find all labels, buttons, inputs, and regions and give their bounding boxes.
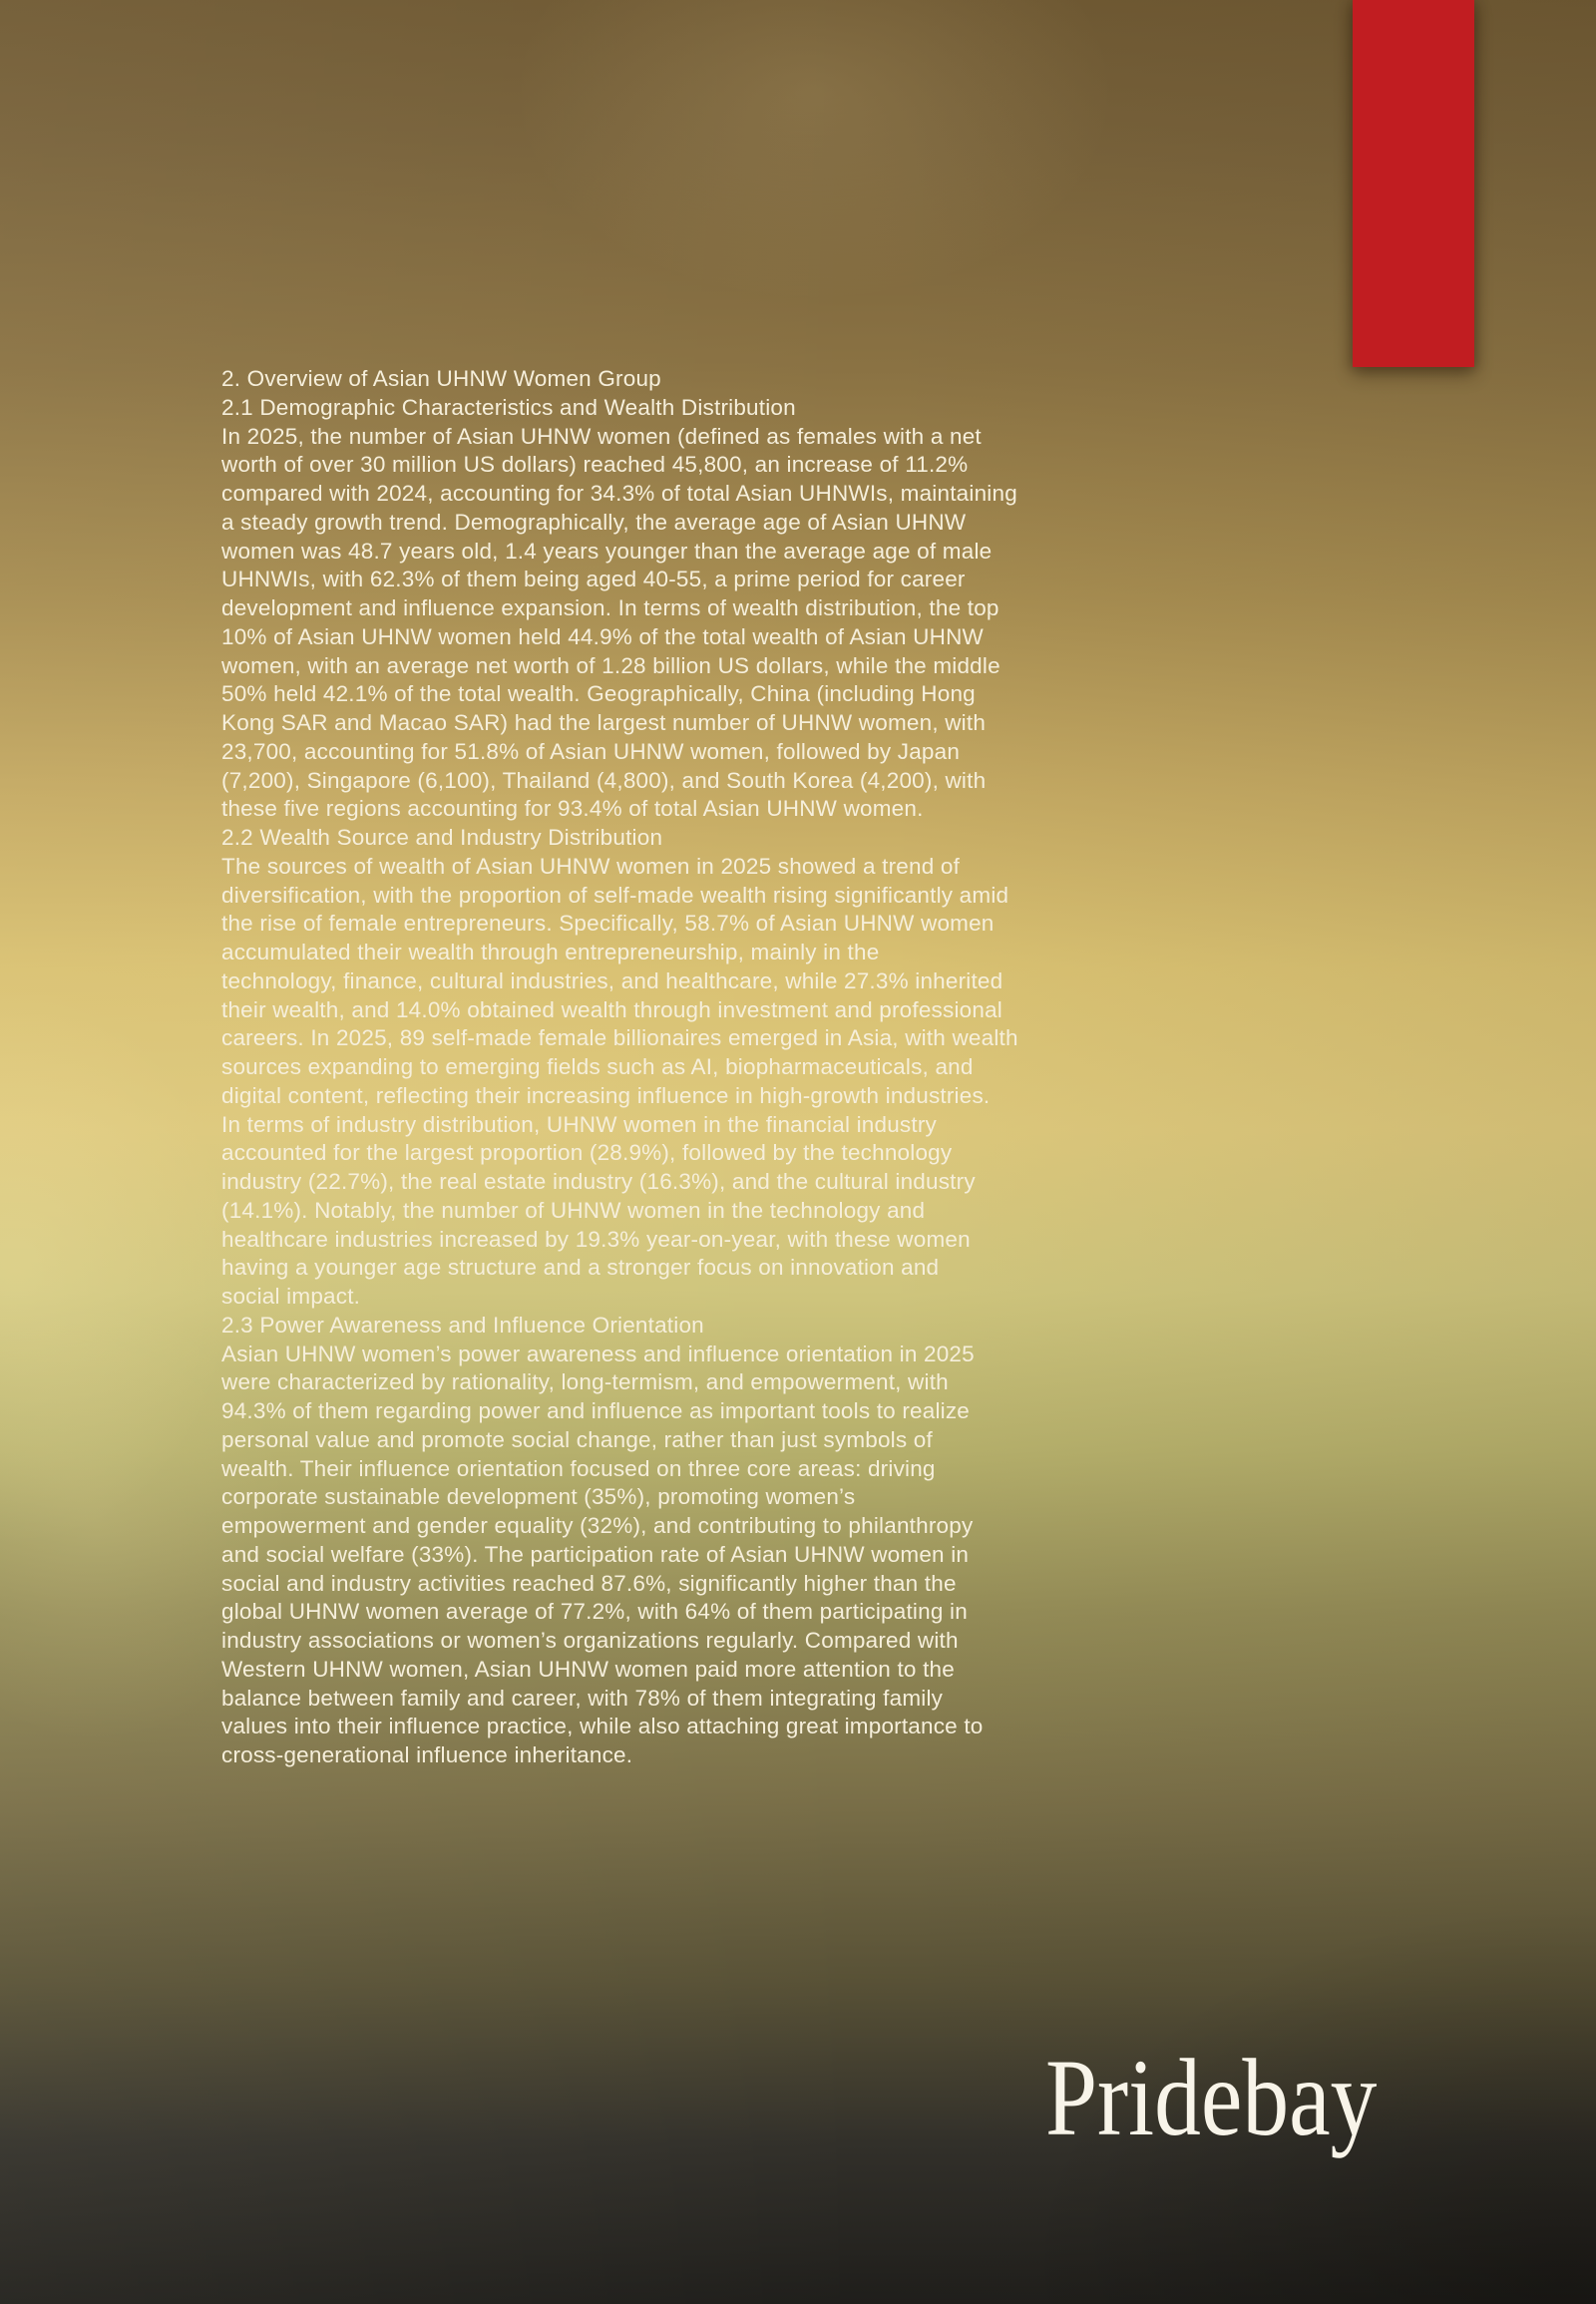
body-text-line: Western UHNW women, Asian UHNW women paid more attention to the: [221, 1656, 955, 1682]
body-text-line: accounted for the largest proportion (28.9%), followed by the technology: [221, 1140, 953, 1166]
section-heading-line: 2. Overview of Asian UHNW Women Group: [221, 366, 661, 391]
body-text-line: and social welfare (33%). The participation rate of Asian UHNW women in: [221, 1541, 970, 1567]
body-text-line: were characterized by rationality, long-termism, and empowerment, with: [221, 1369, 949, 1395]
body-text-line: healthcare industries increased by 19.3% year-on-year, with these women: [221, 1226, 971, 1252]
body-text-line: (14.1%). Notably, the number of UHNW women in the technology and: [221, 1197, 926, 1223]
body-text-line: wealth. Their influence orientation focused on three core areas: driving: [221, 1455, 936, 1481]
pridebay-logo: Pridebay: [1045, 2037, 1378, 2158]
body-text-line: In terms of industry distribution, UHNW women in the financial industry: [221, 1111, 937, 1137]
body-text-line: industry associations or women’s organizations regularly. Compared with: [221, 1628, 959, 1653]
body-text-line: digital content, reflecting their increasing influence in high-growth industries.: [221, 1082, 991, 1108]
body-text-line: accumulated their wealth through entrepreneurship, mainly in the: [221, 940, 880, 964]
body-text-line: Kong SAR and Macao SAR) had the largest number of UHNW women, with: [221, 710, 987, 735]
body-text-line: development and influence expansion. In terms of wealth distribution, the top: [221, 595, 999, 620]
body-text-line: women was 48.7 years old, 1.4 years younger than the average age of male: [221, 538, 993, 564]
body-text-line: worth of over 30 million US dollars) reached 45,800, an increase of 11.2%: [221, 452, 969, 478]
body-text-line: (7,200), Singapore (6,100), Thailand (4,800), and South Korea (4,200), with: [221, 767, 987, 793]
body-text-line: 23,700, accounting for 51.8% of Asian UHNW women, followed by Japan: [221, 738, 961, 764]
body-text-line: social and industry activities reached 87.6%, significantly higher than the: [221, 1570, 957, 1596]
section-heading-line: 2.1 Demographic Characteristics and Wealth Distribution: [221, 394, 796, 420]
body-text-line: UHNWIs, with 62.3% of them being aged 40-55, a prime period for career: [221, 567, 966, 592]
body-text-line: careers. In 2025, 89 self-made female billionaires emerged in Asia, with wealth: [221, 1025, 1018, 1051]
body-text-line: Asian UHNW women’s power awareness and influence orientation in 2025: [221, 1341, 975, 1366]
body-text-line: social impact.: [221, 1284, 361, 1309]
red-ribbon-decoration: [1353, 0, 1474, 367]
body-text-line: 94.3% of them regarding power and influence as important tools to realize: [221, 1398, 971, 1423]
body-text-line: a steady growth trend. Demographically, the average age of Asian UHNW: [221, 509, 967, 535]
body-text-line: industry (22.7%), the real estate industry (16.3%), and the cultural industry: [221, 1169, 976, 1194]
body-text-line: global UHNW women average of 77.2%, with 64% of them participating in: [221, 1599, 968, 1625]
section-heading-line: 2.2 Wealth Source and Industry Distribution: [221, 825, 663, 850]
body-text-line: their wealth, and 14.0% obtained wealth through investment and professional: [221, 996, 1002, 1022]
body-text-line: corporate sustainable development (35%), promoting women’s: [221, 1484, 856, 1510]
body-text-line: sources expanding to emerging fields such as AI, biopharmaceuticals, and: [221, 1054, 974, 1079]
body-text-line: In 2025, the number of Asian UHNW women (defined as females with a net: [221, 423, 982, 449]
body-text-line: The sources of wealth of Asian UHNW women in 2025 showed a trend of: [221, 853, 961, 879]
section-heading-line: 2.3 Power Awareness and Influence Orientation: [221, 1312, 704, 1338]
body-text-line: balance between family and career, with 78% of them integrating family: [221, 1685, 944, 1711]
body-text-line: compared with 2024, accounting for 34.3% of total Asian UHNWIs, maintaining: [221, 481, 1017, 506]
body-text-line: empowerment and gender equality (32%), and contributing to philanthropy: [221, 1513, 974, 1538]
body-text-line: women, with an average net worth of 1.28 billion US dollars, while the middle: [221, 652, 1000, 678]
body-text-line: 50% held 42.1% of the total wealth. Geographically, China (including Hong: [221, 681, 976, 707]
body-text-line: diversification, with the proportion of self-made wealth rising significantly amid: [221, 882, 1009, 908]
body-text-line: these five regions accounting for 93.4% of total Asian UHNW women.: [221, 796, 924, 822]
body-text-line: having a younger age structure and a stronger focus on innovation and: [221, 1255, 940, 1281]
body-text-line: 10% of Asian UHNW women held 44.9% of the total wealth of Asian UHNW: [221, 623, 984, 649]
body-text-line: values into their influence practice, while also attaching great importance to: [221, 1714, 984, 1739]
body-text-line: the rise of female entrepreneurs. Specifically, 58.7% of Asian UHNW women: [221, 911, 995, 937]
body-text-line: technology, finance, cultural industries, and healthcare, while 27.3% inherited: [221, 967, 1003, 993]
body-text-line: personal value and promote social change, rather than just symbols of: [221, 1426, 933, 1452]
body-text-line: cross-generational influence inheritance.: [221, 1742, 633, 1767]
report-body-text: [221, 365, 1249, 1770]
